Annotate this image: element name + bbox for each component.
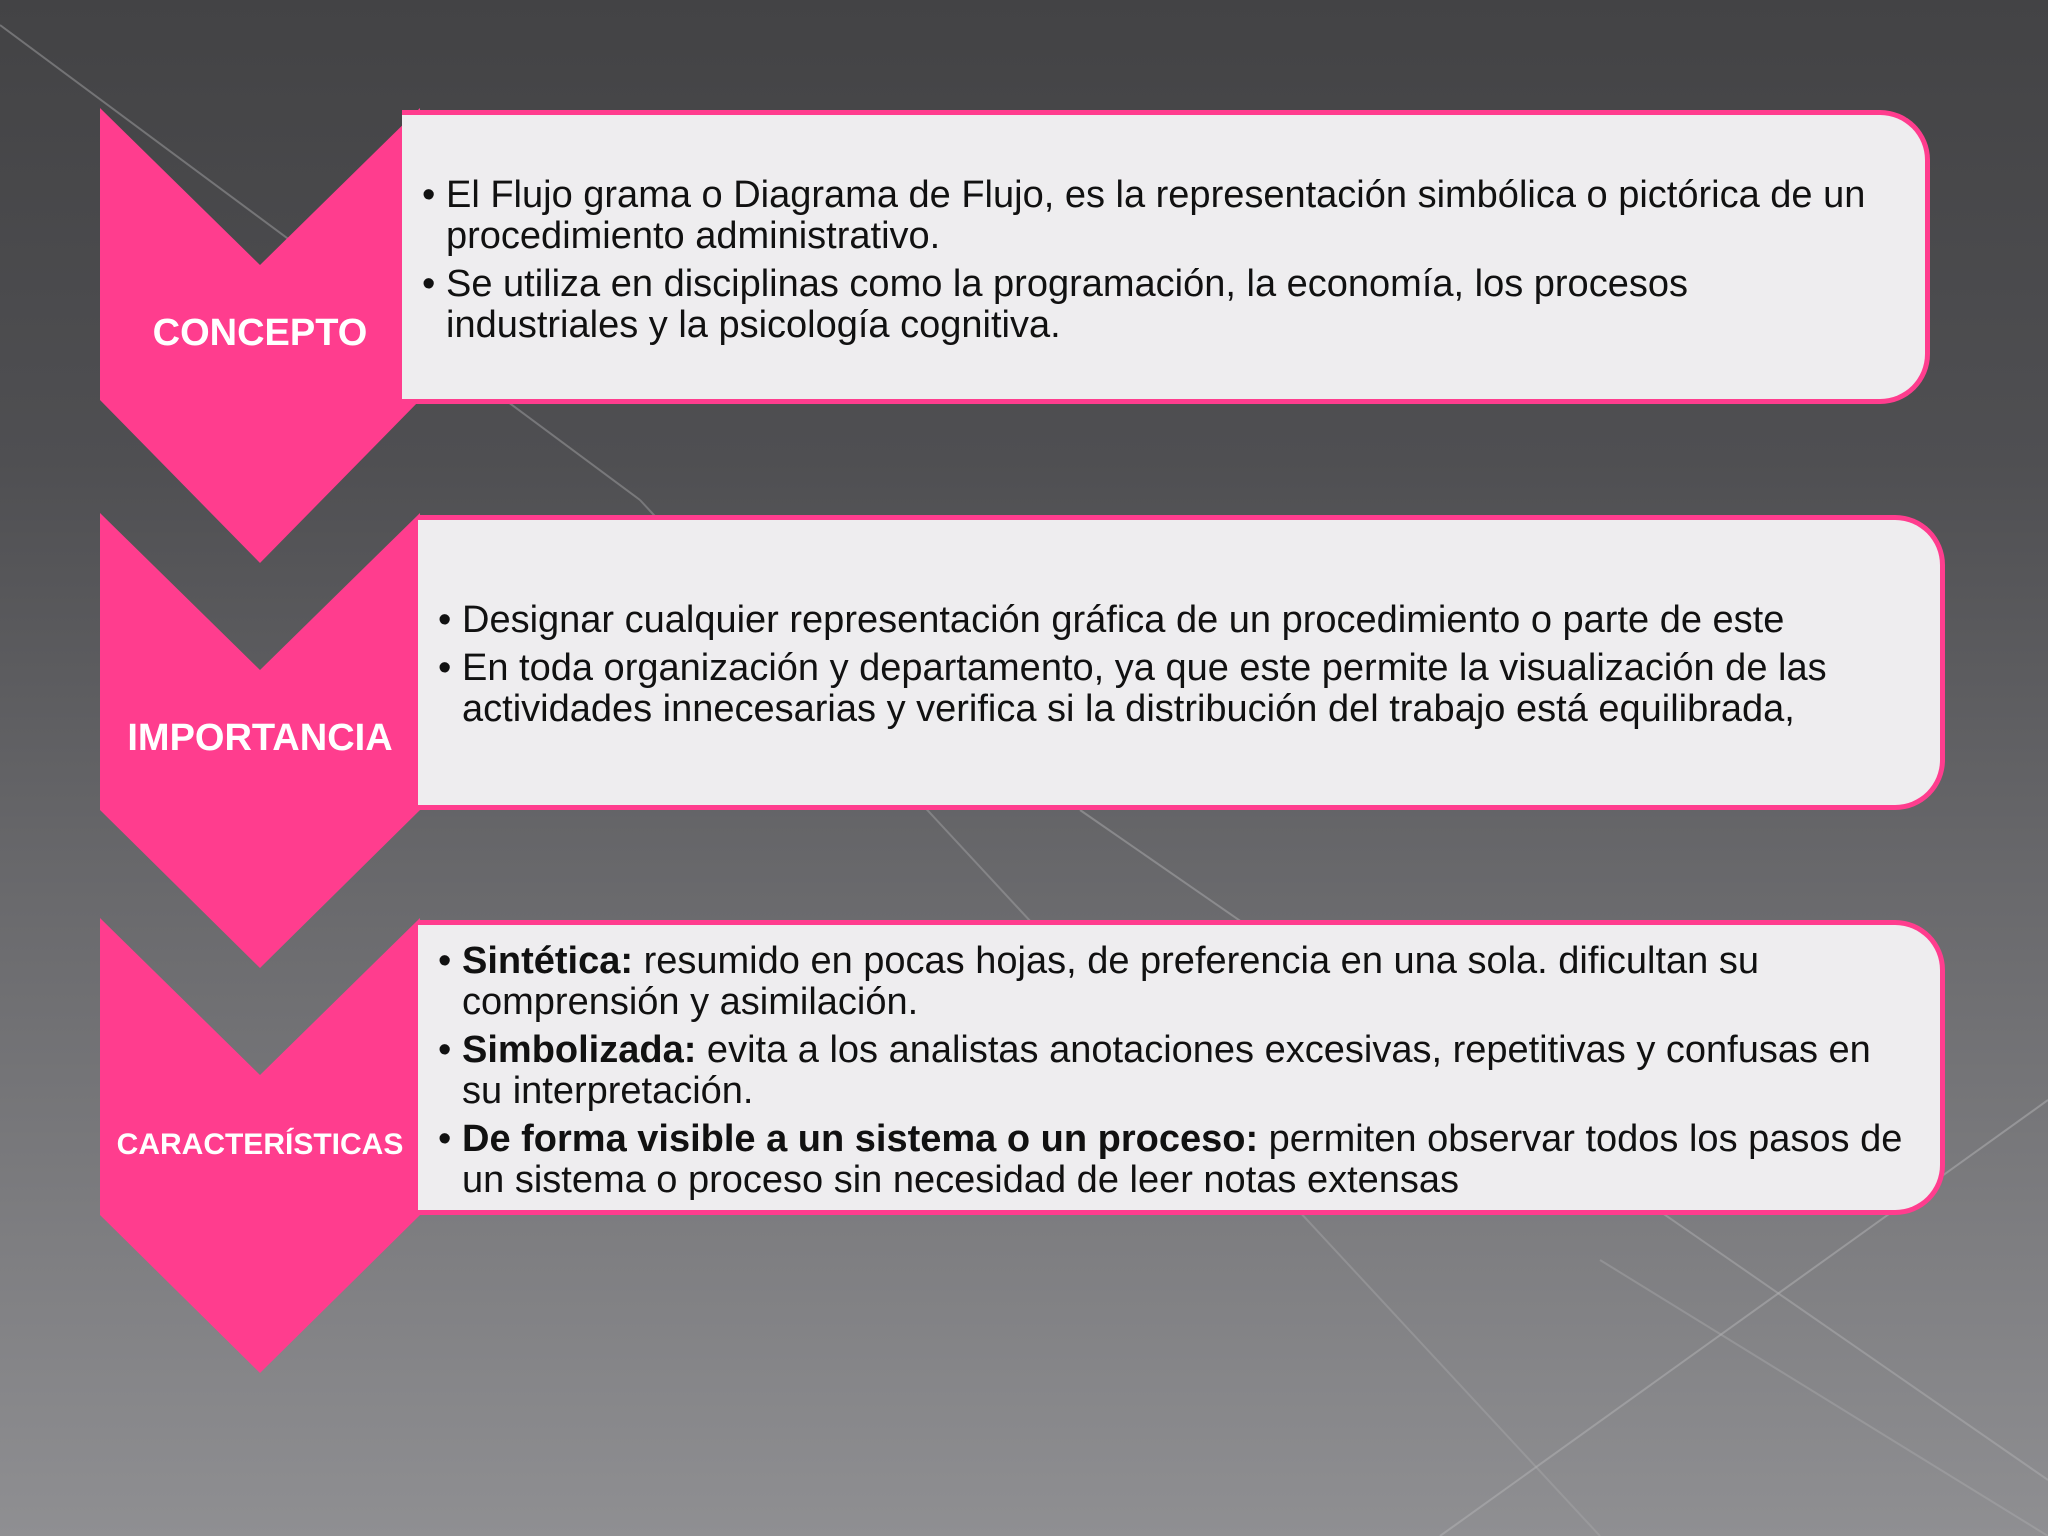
list-item: • Sintética: resumido en pocas hojas, de preferencia en una sola. dificultan su comprensión y asimilación. bbox=[438, 941, 1912, 1023]
concepto-box bbox=[402, 110, 1930, 404]
section-label-concepto: CONCEPTO bbox=[152, 312, 368, 354]
list-item: • Designar cualquier representación gráfica de un procedimiento o parte de este bbox=[438, 600, 1900, 641]
concepto-list bbox=[422, 175, 1885, 346]
list-item: • De forma visible a un sistema o un proceso: permiten observar todos los pasos de un sistema o proceso sin necesidad de leer notas extensas bbox=[438, 1119, 1912, 1201]
importancia-list bbox=[438, 600, 1900, 730]
list-item: • En toda organización y departamento, ya que este permite la visualización de las actividades innecesarias y verifica si la distribución del trabajo está equilibrada, bbox=[438, 648, 1900, 730]
list-item: • Simbolizada: evita a los analistas anotaciones excesivas, repetitivas y confusas en su interpretación. bbox=[438, 1030, 1912, 1112]
importancia-box bbox=[418, 515, 1945, 810]
list-item: • Se utiliza en disciplinas como la programación, la economía, los procesos industriales y la psicología cognitiva. bbox=[422, 264, 1885, 346]
section-label-caracteristicas: CARACTERÍSTICAS bbox=[116, 1128, 404, 1161]
section-label-importancia: IMPORTANCIA bbox=[127, 717, 393, 759]
list-item: • El Flujo grama o Diagrama de Flujo, es la representación simbólica o pictórica de un procedimiento administrativo. bbox=[422, 175, 1885, 257]
caracteristicas-box bbox=[418, 920, 1945, 1215]
caracteristicas-list bbox=[438, 941, 1912, 1201]
